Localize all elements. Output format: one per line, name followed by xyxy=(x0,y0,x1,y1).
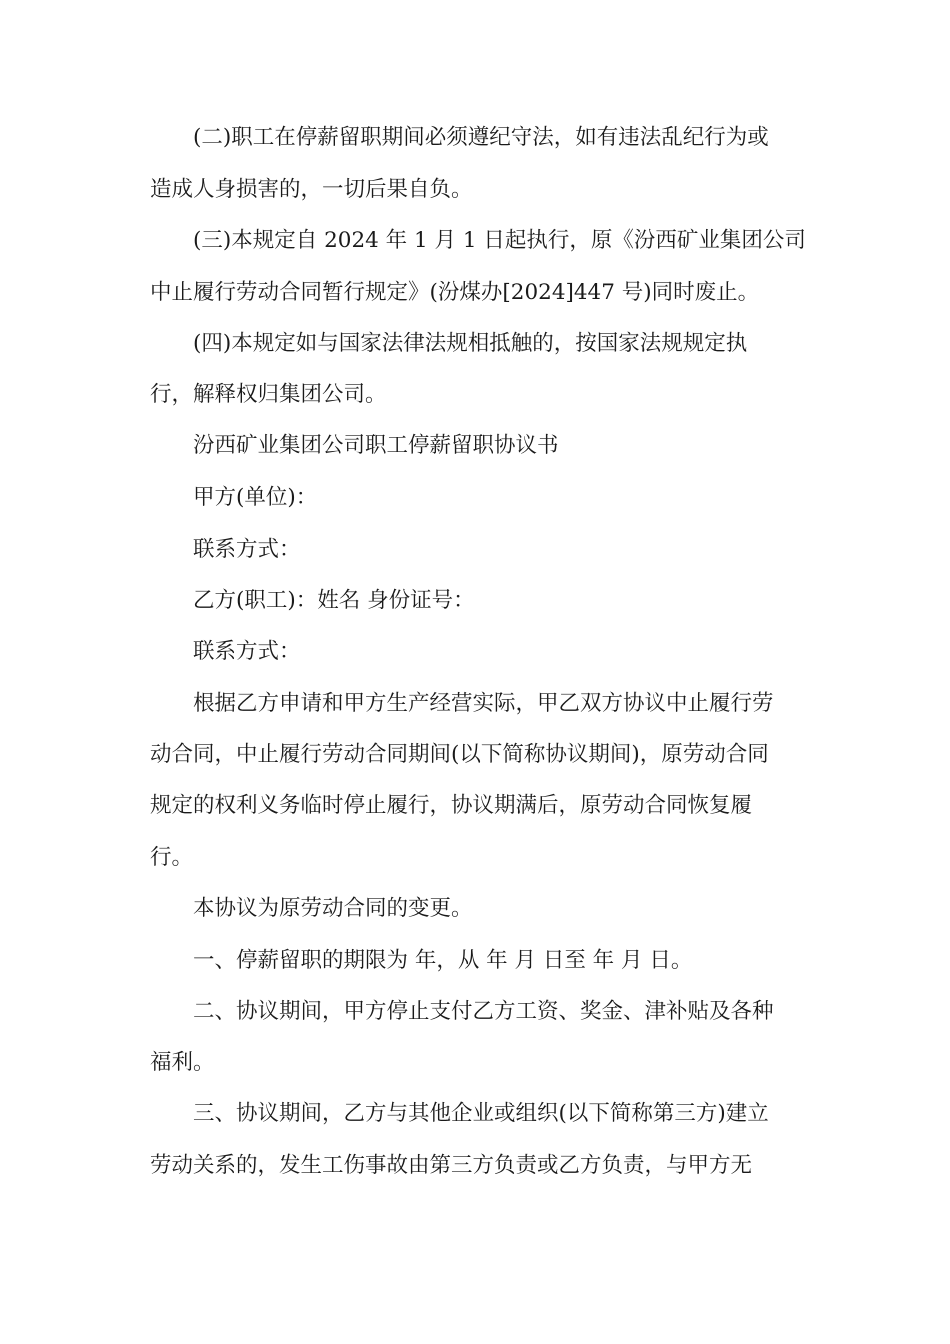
text-line: 行，解释权归集团公司。 xyxy=(150,382,387,407)
text-line: 劳动关系的，发生工伤事故由第三方负责或乙方负责，与甲方无 xyxy=(150,1153,753,1178)
text-line: 动合同，中止履行劳动合同期间(以下简称协议期间)，原劳动合同 xyxy=(150,742,769,767)
party-a-contact-label: 联系方式： xyxy=(193,537,301,562)
party-b-contact-label: 联系方式： xyxy=(193,639,301,664)
text-line: 造成人身损害的，一切后果自负。 xyxy=(150,177,473,202)
party-a-label: 甲方(单位)： xyxy=(193,485,318,510)
clause-2: 二、协议期间，甲方停止支付乙方工资、奖金、津补贴及各种 xyxy=(193,999,774,1024)
clause-3: 三、协议期间，乙方与其他企业或组织(以下简称第三方)建立 xyxy=(193,1101,769,1126)
text-line: (二)职工在停薪留职期间必须遵纪守法，如有违法乱纪行为或 xyxy=(193,125,769,150)
text-line: 福利。 xyxy=(150,1050,215,1075)
text-line: (四)本规定如与国家法律法规相抵触的，按国家法规规定执 xyxy=(193,331,748,356)
clause-1: 一、停薪留职的期限为 年，从 年 月 日至 年 月 日。 xyxy=(193,948,693,973)
text-line: 本协议为原劳动合同的变更。 xyxy=(193,896,473,921)
document-title: 汾西矿业集团公司职工停薪留职协议书 xyxy=(193,433,559,458)
text-line: 行。 xyxy=(150,845,194,870)
text-line: (三)本规定自 2024 年 1 月 1 日起执行，原《汾西矿业集团公司 xyxy=(193,228,806,253)
text-line: 中止履行劳动合同暂行规定》(汾煤办[2024]447 号)同时废止。 xyxy=(150,280,760,305)
text-line: 根据乙方申请和甲方生产经营实际，甲乙双方协议中止履行劳 xyxy=(193,691,774,716)
party-b-label: 乙方(职工)：姓名 身份证号： xyxy=(193,588,475,613)
text-line: 规定的权利义务临时停止履行，协议期满后，原劳动合同恢复履 xyxy=(150,793,753,818)
